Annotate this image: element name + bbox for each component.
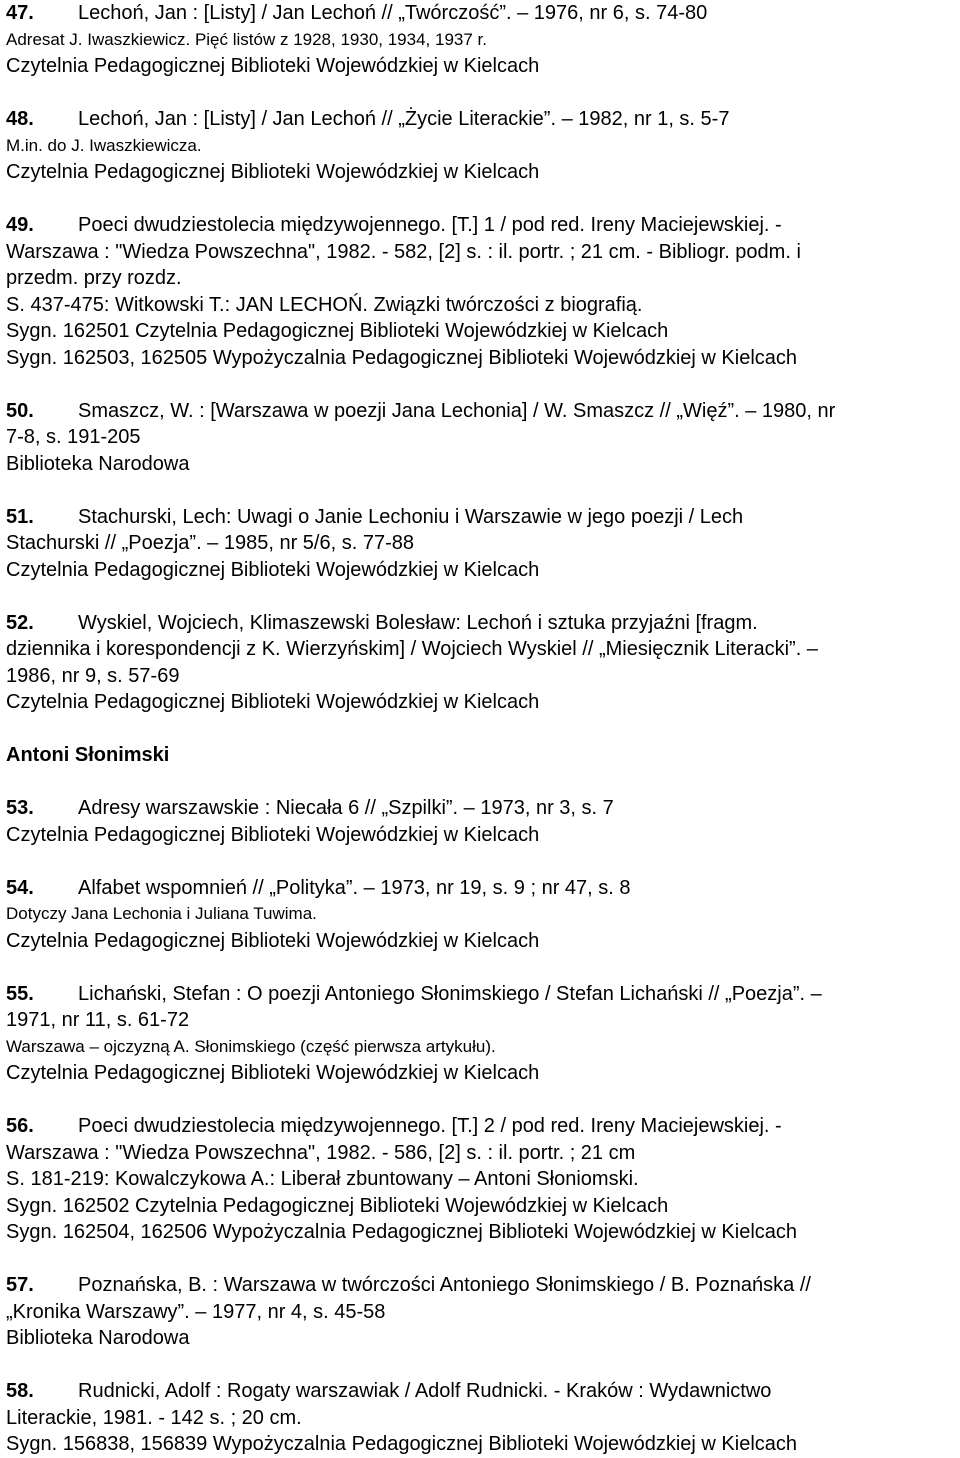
entry-line — [6, 27, 960, 54]
entry-spacer — [6, 716, 960, 743]
entry-text: Poeci dwudziestolecia międzywojennego. [T.] 2 / pod red. Ireny Maciejewskiej. - — [78, 1115, 782, 1137]
entry-spacer — [6, 954, 960, 981]
entry-number: 56. — [6, 1115, 34, 1137]
entry-first-line — [6, 875, 960, 902]
bibliography-entry — [6, 875, 960, 955]
entry-spacer — [6, 477, 960, 504]
entry-note: Dotyczy Jana Lechonia i Juliana Tuwima. — [6, 904, 317, 923]
entry-line — [6, 292, 960, 319]
entry-spacer — [6, 1352, 960, 1379]
entry-number: 57. — [6, 1274, 34, 1296]
entry-line — [6, 1325, 960, 1352]
entry-text: S. 181-219: Kowalczykowa A.: Liberał zbuntowany – Antoni Słoniomski. — [6, 1168, 639, 1190]
entry-text: Sygn. 162504, 162506 Wypożyczalnia Pedagogicznej Biblioteki Wojewódzkiej w Kielcach — [6, 1221, 798, 1243]
entry-line — [6, 1299, 960, 1326]
entry-first-line — [6, 0, 960, 27]
bibliography-entry — [6, 795, 960, 848]
bibliography-entry — [6, 981, 960, 1087]
entry-text: Biblioteka Narodowa — [6, 452, 190, 475]
entry-number: 55. — [6, 982, 34, 1005]
entry-text: Sygn. 162503, 162505 Wypożyczalnia Pedagogicznej Biblioteki Wojewódzkiej w Kielcach — [6, 346, 798, 369]
entry-number: 51. — [6, 505, 34, 528]
entry-note: M.in. do J. Iwaszkiewicza. — [6, 135, 202, 155]
entry-text: Biblioteka Narodowa — [6, 1327, 190, 1349]
entry-line — [6, 1140, 960, 1167]
entry-first-line — [6, 1113, 960, 1140]
entry-number: 47. — [6, 2, 34, 24]
entry-line — [6, 1431, 960, 1458]
entry-text: Sygn. 162501 Czytelnia Pedagogicznej Biblioteki Wojewódzkiej w Kielcach — [6, 320, 669, 342]
entry-line — [6, 822, 960, 849]
entry-spacer — [6, 371, 960, 398]
entry-text: Czytelnia Pedagogicznej Biblioteki Wojewódzkiej w Kielcach — [6, 55, 540, 77]
bibliography-entry — [6, 398, 960, 478]
entry-line — [6, 689, 960, 716]
entry-line — [6, 1193, 960, 1220]
entry-text: Lechoń, Jan : [Listy] / Jan Lechoń // „Życie Literackie”. – 1982, nr 1, s. 5-7 — [78, 108, 730, 130]
entry-text: Smaszcz, W. : [Warszawa w poezji Jana Lechonia] / W. Smaszcz // „Więź”. – 1980, nr — [78, 399, 836, 422]
entry-spacer — [6, 80, 960, 107]
entry-spacer — [6, 583, 960, 610]
entry-note: Adresat J. Iwaszkiewicz. Pięć listów z 1928, 1930, 1934, 1937 r. — [6, 29, 487, 49]
bibliography-entry — [6, 610, 960, 716]
entry-first-line — [6, 106, 960, 133]
bibliography-entry — [6, 1113, 960, 1246]
entry-line — [6, 318, 960, 345]
entry-text: Czytelnia Pedagogicznej Biblioteki Wojewódzkiej w Kielcach — [6, 691, 540, 713]
entry-text: Poeci dwudziestolecia międzywojennego. [T.] 1 / pod red. Ireny Maciejewskiej. - — [78, 214, 782, 236]
entry-line — [6, 663, 960, 690]
entry-number: 50. — [6, 399, 34, 422]
entry-spacer — [6, 186, 960, 213]
bibliography-entry — [6, 1272, 960, 1352]
entry-first-line — [6, 795, 960, 822]
entry-line — [6, 239, 960, 266]
bibliography-entry — [6, 504, 960, 584]
entry-first-line — [6, 504, 960, 531]
entry-first-line — [6, 212, 960, 239]
entry-first-line — [6, 398, 960, 425]
entry-line — [6, 345, 960, 372]
entry-line — [6, 901, 960, 928]
entry-text: Czytelnia Pedagogicznej Biblioteki Wojewódzkiej w Kielcach — [6, 1062, 540, 1084]
bibliography-entry — [6, 1378, 960, 1458]
entry-note: Warszawa – ojczyzną A. Słonimskiego (część pierwsza artykułu). — [6, 1036, 496, 1056]
entry-text: „Kronika Warszawy”. – 1977, nr 4, s. 45-58 — [6, 1300, 386, 1323]
section-heading — [6, 742, 960, 769]
bibliography-entry — [6, 0, 960, 80]
entry-text: Stachurski, Lech: Uwagi o Janie Lechoniu i Warszawie w jego poezji / Lech — [78, 505, 744, 528]
entry-text: Czytelnia Pedagogicznej Biblioteki Wojewódzkiej w Kielcach — [6, 558, 540, 581]
entry-line — [6, 928, 960, 955]
section-heading-text: Antoni Słonimski — [6, 744, 170, 766]
entry-text: Czytelnia Pedagogicznej Biblioteki Wojewódzkiej w Kielcach — [6, 161, 540, 183]
entry-line — [6, 133, 960, 160]
entry-text: Czytelnia Pedagogicznej Biblioteki Wojewódzkiej w Kielcach — [6, 823, 540, 846]
entry-spacer — [6, 848, 960, 875]
entry-text: Warszawa : "Wiedza Powszechna", 1982. - 586, [2] s. : il. portr. ; 21 cm — [6, 1141, 636, 1164]
entry-number: 53. — [6, 797, 34, 819]
entry-spacer — [6, 1087, 960, 1114]
entry-text: Rudnicki, Adolf : Rogaty warszawiak / Adolf Rudnicki. - Kraków : Wydawnictwo — [78, 1380, 772, 1402]
entry-text: Wyskiel, Wojciech, Klimaszewski Bolesław: Lechoń i sztuka przyjaźni [fragm. — [78, 611, 758, 634]
entry-line — [6, 1166, 960, 1193]
entry-text: Stachurski // „Poezja”. – 1985, nr 5/6, s. 77-88 — [6, 532, 414, 554]
entry-line — [6, 1060, 960, 1087]
entry-line — [6, 557, 960, 584]
entry-text: 1971, nr 11, s. 61-72 — [6, 1009, 190, 1031]
entry-line — [6, 1034, 960, 1061]
entry-number: 54. — [6, 876, 34, 899]
entry-text: Warszawa : "Wiedza Powszechna", 1982. - 582, [2] s. : il. portr. ; 21 cm. - Bibliogr. podm. i — [6, 240, 801, 263]
entry-first-line — [6, 1272, 960, 1299]
entry-text: Sygn. 156838, 156839 Wypożyczalnia Pedagogicznej Biblioteki Wojewódzkiej w Kielcach — [6, 1433, 798, 1455]
entry-text: Lechoń, Jan : [Listy] / Jan Lechoń // „Twórczość”. – 1976, nr 6, s. 74-80 — [78, 2, 708, 24]
entry-text: Poznańska, B. : Warszawa w twórczości Antoniego Słonimskiego / B. Poznańska // — [78, 1274, 811, 1296]
entry-line — [6, 451, 960, 478]
entry-line — [6, 159, 960, 186]
entry-number: 48. — [6, 108, 34, 130]
entry-text: 7-8, s. 191-205 — [6, 426, 141, 448]
entry-text: Sygn. 162502 Czytelnia Pedagogicznej Biblioteki Wojewódzkiej w Kielcach — [6, 1194, 669, 1217]
entry-spacer — [6, 1246, 960, 1273]
bibliography-entry — [6, 212, 960, 371]
entry-line — [6, 1219, 960, 1246]
bibliography-entry — [6, 106, 960, 186]
entry-text: S. 437-475: Witkowski T.: JAN LECHOŃ. Związki twórczości z biografią. — [6, 293, 643, 316]
entry-line — [6, 1405, 960, 1432]
entry-number: 52. — [6, 611, 34, 634]
entry-line — [6, 265, 960, 292]
entry-text: Literackie, 1981. - 142 s. ; 20 cm. — [6, 1406, 302, 1429]
entry-line — [6, 530, 960, 557]
entry-line — [6, 53, 960, 80]
entry-text: Alfabet wspomnień // „Polityka”. – 1973, nr 19, s. 9 ; nr 47, s. 8 — [78, 876, 631, 899]
entry-text: Czytelnia Pedagogicznej Biblioteki Wojewódzkiej w Kielcach — [6, 929, 540, 952]
entry-text: 1986, nr 9, s. 57-69 — [6, 664, 180, 687]
entry-line — [6, 424, 960, 451]
entry-first-line — [6, 610, 960, 637]
entry-text: przedm. przy rozdz. — [6, 267, 182, 289]
entry-text: dziennika i korespondencji z K. Wierzyńskim] / Wojciech Wyskiel // „Miesięcznik Literacki”. – — [6, 638, 818, 660]
entry-line — [6, 636, 960, 663]
entry-text: Lichański, Stefan : O poezji Antoniego Słonimskiego / Stefan Lichański // „Poezja”. – — [78, 982, 822, 1005]
entry-spacer — [6, 769, 960, 796]
entry-first-line — [6, 981, 960, 1008]
entry-number: 58. — [6, 1380, 34, 1402]
entry-line — [6, 1007, 960, 1034]
entry-number: 49. — [6, 214, 34, 236]
entry-text: Adresy warszawskie : Niecała 6 // „Szpilki”. – 1973, nr 3, s. 7 — [78, 797, 614, 819]
entry-first-line — [6, 1378, 960, 1405]
